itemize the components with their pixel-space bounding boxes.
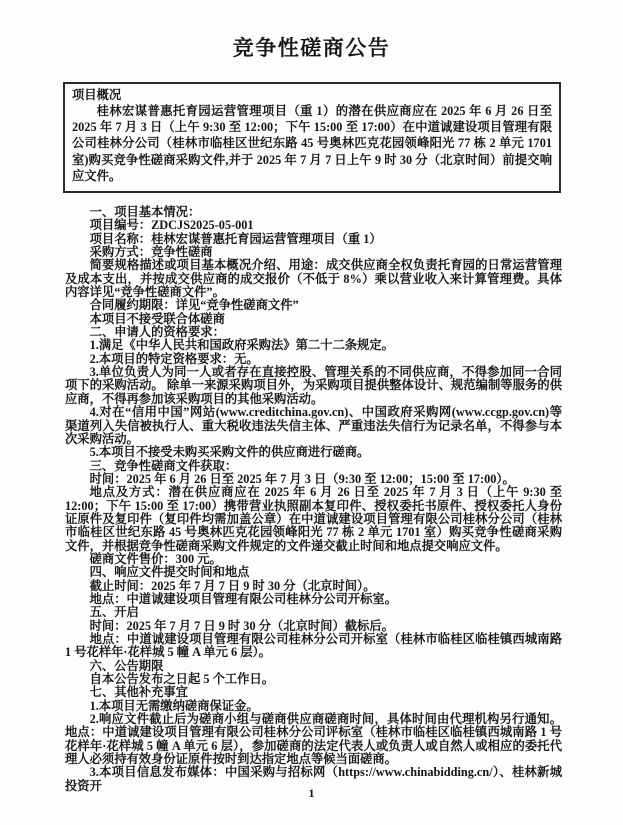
submission-location: 地点：中道诚建设项目管理有限公司桂林分公司开标室。 bbox=[89, 591, 398, 606]
section-7-heading: 七、其他补充事宜 bbox=[89, 685, 188, 700]
section-6-heading: 六、公告期限 bbox=[89, 658, 164, 673]
section-4-heading: 四、响应文件提交时间和地点 bbox=[89, 565, 250, 580]
contract-period: 合同履约期限：详见“竞争性磋商文件” bbox=[89, 298, 299, 313]
qualification-1: 1.满足《中华人民共和国政府采购法》第二十二条规定。 bbox=[89, 338, 394, 353]
document-price: 磋商文件售价：300 元。 bbox=[89, 551, 222, 566]
overview-body: 桂林宏谋普惠托育园运营管理项目（重 1）的潜在供应商应在 2025 年 6 月 26 日至 2025 年 7 月 3 日（上午 9:30 至 12:00；下午 15:00 至 17:00）在中道诚建设项目管理有限公司桂林分公司（桂林市临桂区世纪东路 45 号奥林匹克花园领峰阳光 77 栋 2 单元 1701 室)购买竞争性磋商采购文件,并于 2025 年 7 月 7 日上午 9 时 30 分（北京时间）前提交响应文件。 bbox=[72, 104, 552, 183]
submission-deadline: 截止时间：2025 年 7 月 7 日 9 时 30 分（北京时间）。 bbox=[89, 578, 376, 593]
page-number: 1 bbox=[308, 786, 315, 800]
document-time: 时间：2025 年 6 月 26 日至 2025 年 7 月 3 日（9:30 至 12:00；15:00 至 17:00）。 bbox=[89, 471, 515, 486]
section-5-heading: 五、开启 bbox=[89, 605, 139, 620]
section-2-heading: 二、申请人的资格要求： bbox=[89, 325, 225, 340]
procurement-method: 采购方式：竞争性磋商 bbox=[89, 245, 213, 260]
project-overview-box bbox=[63, 82, 561, 193]
opening-location: 地点：中道诚建设项目管理有限公司桂林分公司开标室（桂林市临桂区临桂镇西城南路 1 号花样年·花样城 5 幢 A 单元 6 层）。 bbox=[65, 632, 562, 660]
supplement-2: 2.响应文件截止后为磋商小组与磋商供应商磋商时间，具体时间由代理机构另行通知。地点：中道诚建设项目管理有限公司桂林分公司评标室（桂林市临桂区临桂镇西城南路 1 号花样年·花样城 5 幢 A 单元 6 层），参加磋商的法定代表人或负责人或自然人或相应的委托代理人必须持有效身份证原件按时到达指定地点等候当面磋商。 bbox=[65, 712, 562, 767]
document-body bbox=[65, 206, 562, 793]
section-3-heading: 三、竞争性磋商文件获取： bbox=[89, 458, 238, 473]
qualification-5: 5.本项目不接受未购买采购文件的供应商进行磋商。 bbox=[89, 445, 370, 460]
document-location: 地点及方式：潜在供应商应在 2025 年 6 月 26 日至 2025 年 7 月 3 日（上午 9:30 至 12:00；下午 15:00 至 17:00）携带营业执照副本复印件、授权委托书原件、授权委托人身份证原件及复印件（复印件均需加盖公章）在中道诚建设项目管理有限公司桂林分公司（桂林市临桂区世纪东路 45 号奥林匹克花园领峰阳光 77 栋 2 单元 1701 室）购买竞争性磋商采购文件，并根据竞争性磋商采购文件规定的文件递交截止时间和地点提交响应文件。 bbox=[65, 485, 562, 553]
no-consortium-note: 本项目不接受联合体磋商 bbox=[89, 311, 225, 326]
supplement-1: 1.本项目无需缴纳磋商保证金。 bbox=[89, 698, 259, 713]
qualification-4: 4.对在“信用中国”网站(www.creditchina.gov.cn)、中国政府采购网(www.ccgp.gov.cn)等渠道列入失信被执行人、重大税收违法失信主体、严重违法失信行为记录名单，不得参与本次采购活动。 bbox=[65, 405, 562, 446]
section-1-heading: 一、项目基本情况： bbox=[89, 205, 201, 220]
project-number: 项目编号：ZDCJS2025-05-001 bbox=[89, 218, 254, 233]
brief-description: 简要规格描述或项目基本概况介绍、用途：成交供应商全权负责托育园的日常运营管理及成本支出，并按成交供应商的成交报价（不低于 8%）乘以营业收入来计算管理费。具体内容详见“竞争性磋商文件”。 bbox=[65, 258, 562, 300]
supplement-3: 3.本项目信息发布媒体：中国采购与招标网（https://www.chinabidding.cn/）、桂林新城投资开 bbox=[65, 765, 562, 793]
qualification-2: 2.本项目的特定资格要求：无。 bbox=[89, 351, 259, 366]
qualification-3: 3.单位负责人为同一人或者存在直接控股、管理关系的不同供应商，不得参加同一合同项下的采购活动。 除单一来源采购项目外，为采购项目提供整体设计、规范编制等服务的供应商，不得再参加该采购项目的其他采购活动。 bbox=[65, 365, 562, 406]
page-title: 竞争性磋商公告 bbox=[232, 36, 391, 60]
project-name: 项目名称：桂林宏谋普惠托育园运营管理项目（重 1） bbox=[89, 231, 382, 246]
announcement-period: 自本公告发布之日起 5 个工作日。 bbox=[89, 672, 275, 687]
opening-time: 时间：2025 年 7 月 7 日 9 时 30 分（北京时间）截标后。 bbox=[89, 618, 394, 633]
overview-heading: 项目概况 bbox=[72, 88, 122, 102]
